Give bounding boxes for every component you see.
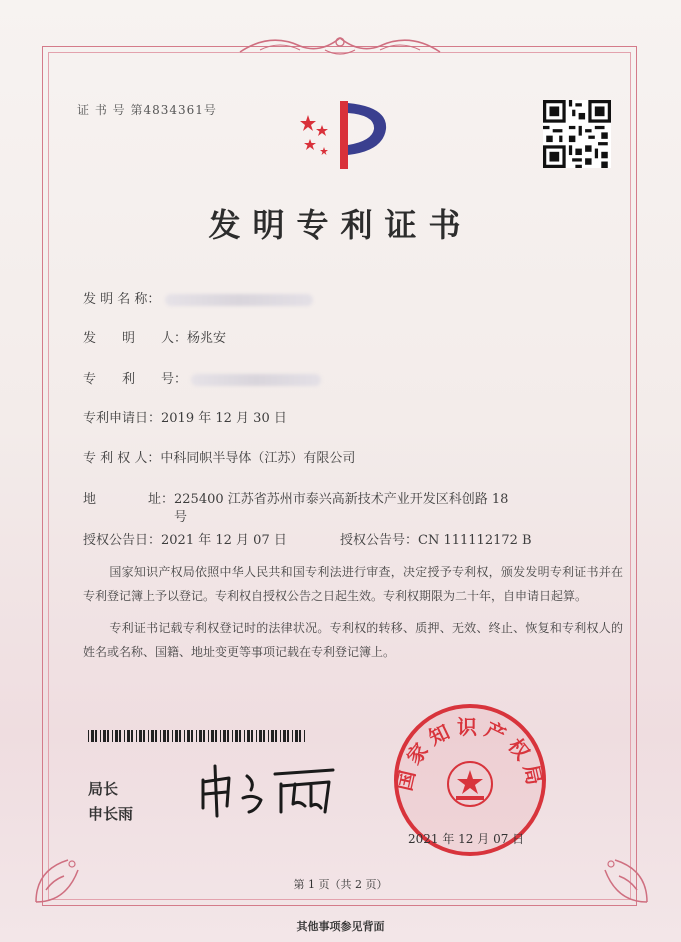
- grant-date-label: 授权公告日：: [83, 533, 162, 548]
- footer-note: 其他事项参见背面: [296, 920, 385, 933]
- address-row: [83, 488, 508, 507]
- filing-date-value: 2019 年 12 月 30 日: [161, 411, 287, 426]
- certificate-number: 证 书 号 第4834361号: [77, 103, 217, 117]
- filing-date-row: [83, 407, 287, 426]
- certificate-title: 发明专利证书: [208, 206, 473, 244]
- address-label: 地 址：: [83, 492, 175, 507]
- qr-code-icon: [543, 100, 611, 168]
- address-value-line1: 225400 江苏省苏州市泰兴高新技术产业开发区科创路 18: [174, 492, 509, 507]
- legal-status-paragraph: 专利证书记载专利权登记时的法律状况。专利权的转移、质押、无效、终止、恢复和专利权人的姓名或名称、国籍、地址变更等事项记载在专利登记簿上。: [83, 621, 623, 659]
- corner-ornament-bottom-left-icon: [28, 840, 98, 910]
- invention-name-label: 发 明 名 称：: [83, 292, 161, 307]
- grant-number-value: CN 111112172 B: [418, 533, 532, 548]
- corner-ornament-bottom-right-icon: [585, 840, 655, 910]
- grant-number-label: 授权公告号：: [340, 533, 419, 548]
- grant-date-value: 2021 年 12 月 07 日: [161, 533, 287, 548]
- grant-date-row: [83, 529, 287, 548]
- patentee-row: [83, 447, 355, 466]
- patentee-value: 中科同帜半导体（江苏）有限公司: [160, 451, 356, 466]
- director-signature: [195, 760, 345, 820]
- filing-date-label: 专利申请日：: [83, 411, 162, 426]
- svg-text:国家知识产权局: 国家知识产权局: [392, 715, 548, 793]
- inventor-value: 杨兆安: [187, 331, 227, 346]
- page-number: 第 1 页（共 2 页）: [293, 878, 388, 891]
- grant-number-row: [340, 529, 532, 548]
- patent-office-logo-icon: [288, 95, 398, 175]
- inventor-row: [83, 327, 226, 346]
- top-ornament-icon: [230, 30, 450, 58]
- address-value-line2: 号: [174, 510, 188, 525]
- seal-date: 2021 年 12 月 07 日: [408, 832, 525, 846]
- patent-number-row: [83, 368, 321, 387]
- director-title: 局长: [88, 780, 119, 798]
- grant-statement-paragraph: 国家知识产权局依照中华人民共和国专利法进行审查，决定授予专利权，颁发发明专利证书并在专利登记簿上予以登记。专利权自授权公告之日起生效。专利权期限为二十年，自申请日起算。: [83, 565, 623, 603]
- patentee-label: 专 利 权 人：: [83, 451, 161, 466]
- invention-name-redacted: [165, 294, 313, 306]
- invention-name-row: [83, 288, 313, 307]
- patent-number-label: 专 利 号：: [83, 372, 188, 387]
- director-name: 申长雨: [88, 805, 134, 823]
- patent-number-redacted: [191, 374, 321, 386]
- inventor-label: 发 明 人：: [83, 331, 188, 346]
- barcode-icon: [88, 730, 308, 742]
